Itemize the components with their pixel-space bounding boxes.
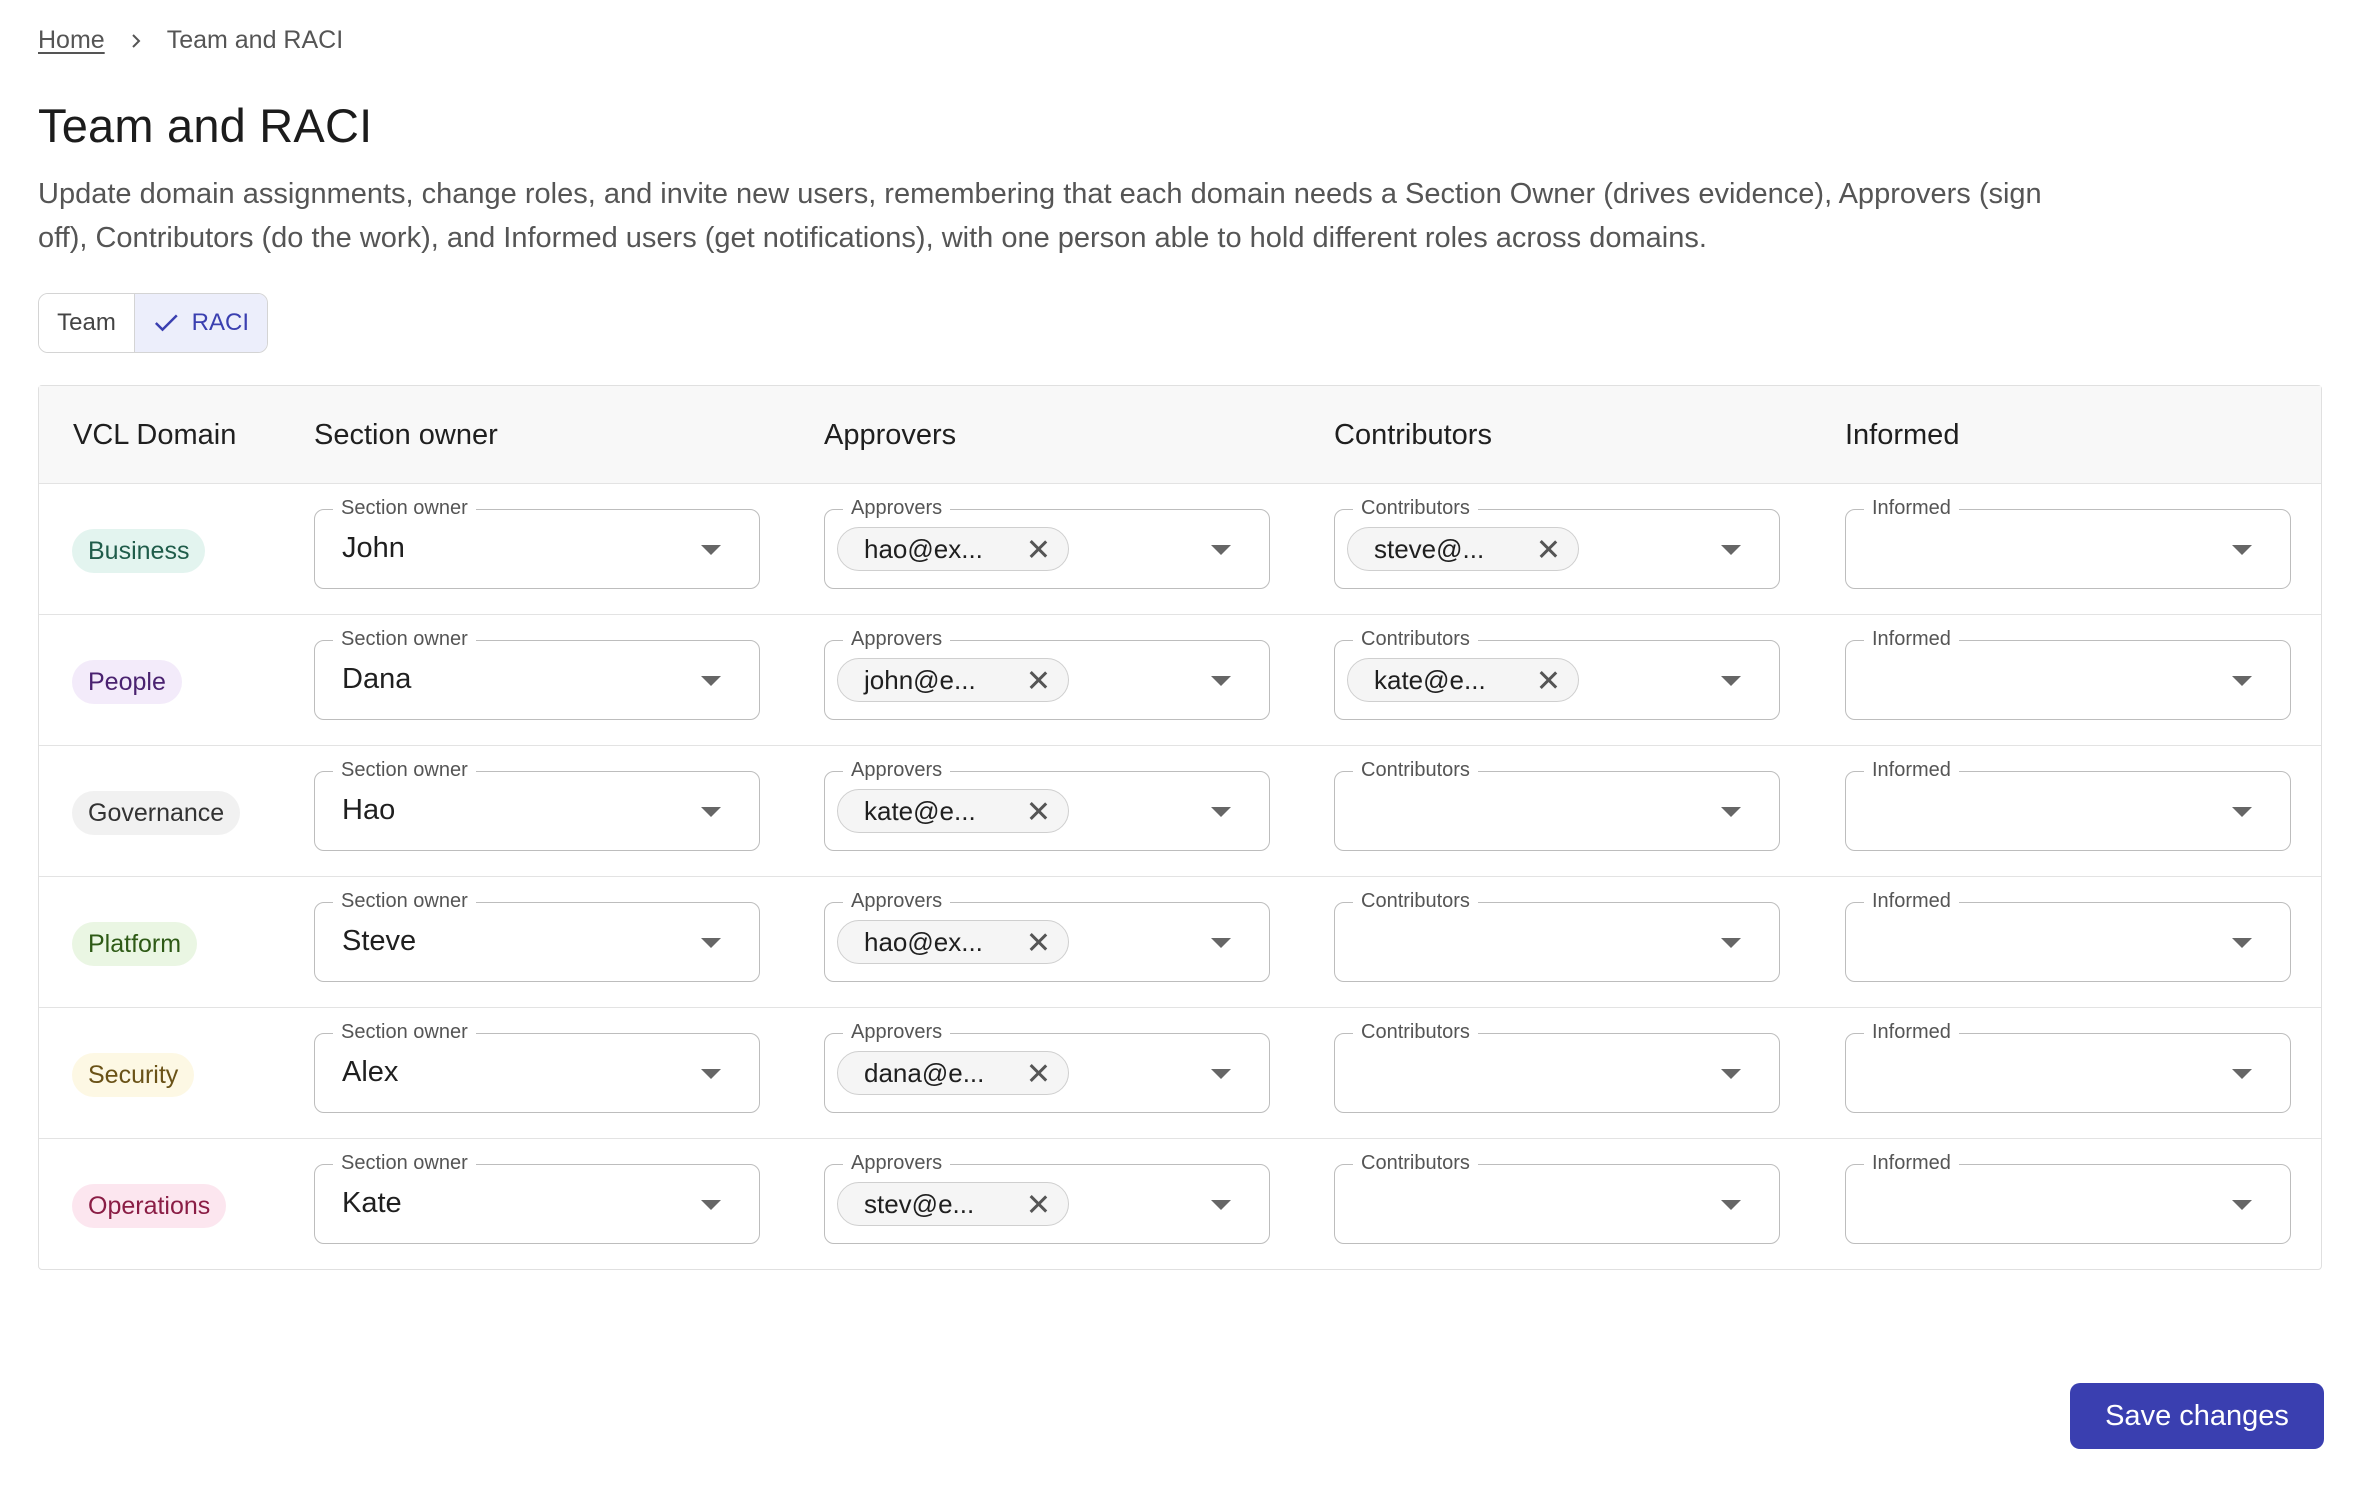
- informed-select[interactable]: [1845, 1152, 2291, 1244]
- dropdown-arrow-icon[interactable]: [701, 807, 721, 817]
- approvers-chip-label: kate@e...: [864, 795, 976, 826]
- table-row: [39, 746, 2321, 877]
- approvers-chip-label: stev@e...: [864, 1188, 975, 1219]
- approvers-chip: [837, 920, 1069, 964]
- dropdown-arrow-icon[interactable]: [1721, 807, 1741, 817]
- informed-select[interactable]: [1845, 1021, 2291, 1113]
- informed-field-label: Informed: [1864, 889, 1959, 913]
- owner-select[interactable]: [314, 890, 760, 982]
- dropdown-arrow-icon[interactable]: [1211, 1200, 1231, 1210]
- table-row: [39, 877, 2321, 1008]
- section-owner-value: Kate: [342, 1187, 402, 1219]
- approvers-chip-label: hao@ex...: [864, 926, 983, 957]
- breadcrumb-current: Team and RACI: [166, 26, 344, 54]
- approvers-chip: [837, 1051, 1069, 1095]
- contributors-field-label: Contributors: [1353, 627, 1478, 651]
- owner-select[interactable]: [314, 759, 760, 851]
- dropdown-arrow-icon[interactable]: [1211, 938, 1231, 948]
- informed-field-label: Informed: [1864, 1151, 1959, 1175]
- contributors-field-label: Contributors: [1353, 1151, 1478, 1175]
- section-owner-value: Alex: [342, 1056, 399, 1088]
- toggle-team-button[interactable]: [39, 294, 135, 352]
- section-owner-value: Dana: [342, 663, 412, 695]
- owner-field-label: Section owner: [333, 1151, 476, 1175]
- approvers-select[interactable]: [824, 628, 1270, 720]
- approvers-select[interactable]: [824, 1021, 1270, 1113]
- view-toggle: [38, 293, 268, 353]
- owner-select[interactable]: [314, 1152, 760, 1244]
- contributors-field-label: Contributors: [1353, 1020, 1478, 1044]
- approvers-select[interactable]: [824, 497, 1270, 589]
- dropdown-arrow-icon[interactable]: [701, 545, 721, 555]
- owner-field-label: Section owner: [333, 889, 476, 913]
- toggle-raci-label: RACI: [191, 309, 249, 336]
- dropdown-arrow-icon[interactable]: [2232, 676, 2252, 686]
- approvers-chip: [837, 789, 1069, 833]
- domain-chip: Business: [72, 529, 205, 573]
- table-row: [39, 1008, 2321, 1139]
- contributors-chip-label: steve@...: [1374, 533, 1485, 564]
- dropdown-arrow-icon[interactable]: [1721, 938, 1741, 948]
- approvers-field-label: Approvers: [843, 496, 950, 520]
- page-title: Team and RACI: [38, 99, 373, 152]
- toggle-raci-button[interactable]: [135, 294, 267, 352]
- contributors-select[interactable]: [1334, 1021, 1780, 1113]
- owner-select[interactable]: [314, 497, 760, 589]
- approvers-chip: [837, 527, 1069, 571]
- owner-select[interactable]: [314, 1021, 760, 1113]
- page-description: Update domain assignments, change roles, and invite new users, remembering that each domain needs a Section Owner (drives evidence), Approvers (sign off), Contributors (do the work), and Informed users (get notifications), with one person able to hold different roles across domains.: [38, 178, 2042, 254]
- close-icon[interactable]: [1028, 801, 1048, 821]
- contributors-select[interactable]: [1334, 759, 1780, 851]
- chevron-right-icon: [129, 34, 143, 48]
- informed-field-label: Informed: [1864, 758, 1959, 782]
- owner-field-label: Section owner: [333, 758, 476, 782]
- contributors-chip-label: kate@e...: [1374, 664, 1486, 695]
- approvers-field-label: Approvers: [843, 627, 950, 651]
- approvers-chip: [837, 658, 1069, 702]
- contributors-select[interactable]: [1334, 890, 1780, 982]
- domain-chip: Platform: [72, 922, 197, 966]
- section-owner-value: Hao: [342, 794, 396, 826]
- dropdown-arrow-icon[interactable]: [1211, 807, 1231, 817]
- dropdown-arrow-icon[interactable]: [2232, 1069, 2252, 1079]
- breadcrumb-home-link[interactable]: Home: [38, 26, 105, 54]
- informed-select[interactable]: [1845, 890, 2291, 982]
- dropdown-arrow-icon[interactable]: [2232, 938, 2252, 948]
- approvers-select[interactable]: [824, 759, 1270, 851]
- contributors-chip: [1347, 527, 1579, 571]
- owner-field-label: Section owner: [333, 1020, 476, 1044]
- header-contributors: Contributors: [1334, 418, 1492, 451]
- approvers-chip-label: hao@ex...: [864, 533, 983, 564]
- check-icon: [153, 312, 180, 334]
- approvers-chip-label: dana@e...: [864, 1057, 985, 1088]
- close-icon[interactable]: [1028, 932, 1048, 952]
- contributors-field-label: Contributors: [1353, 758, 1478, 782]
- table-header: [39, 386, 2321, 484]
- table-row: [39, 484, 2321, 615]
- dropdown-arrow-icon[interactable]: [1211, 676, 1231, 686]
- header-approvers: Approvers: [824, 418, 957, 451]
- dropdown-arrow-icon[interactable]: [1721, 1069, 1741, 1079]
- approvers-field-label: Approvers: [843, 1020, 950, 1044]
- approvers-select[interactable]: [824, 1152, 1270, 1244]
- dropdown-arrow-icon[interactable]: [2232, 807, 2252, 817]
- header-informed: Informed: [1845, 418, 1960, 451]
- header-section-owner: Section owner: [314, 418, 498, 451]
- domain-chip: Operations: [72, 1184, 226, 1228]
- close-icon[interactable]: [1028, 539, 1048, 559]
- table-row: [39, 615, 2321, 746]
- contributors-select[interactable]: [1334, 497, 1780, 589]
- approvers-select[interactable]: [824, 890, 1270, 982]
- approvers-chip-label: john@e...: [864, 664, 976, 695]
- dropdown-arrow-icon[interactable]: [1721, 676, 1741, 686]
- header-domain: VCL Domain: [73, 418, 237, 451]
- dropdown-arrow-icon[interactable]: [1721, 1200, 1741, 1210]
- breadcrumb: [38, 26, 343, 55]
- dropdown-arrow-icon[interactable]: [701, 938, 721, 948]
- dropdown-arrow-icon[interactable]: [2232, 545, 2252, 555]
- approvers-chip: [837, 1182, 1069, 1226]
- domain-chip: Security: [72, 1053, 194, 1097]
- section-owner-value: John: [342, 532, 405, 564]
- close-icon[interactable]: [1538, 539, 1558, 559]
- contributors-select[interactable]: [1334, 1152, 1780, 1244]
- informed-select[interactable]: [1845, 759, 2291, 851]
- contributors-select[interactable]: [1334, 628, 1780, 720]
- close-icon[interactable]: [1028, 670, 1048, 690]
- informed-select[interactable]: [1845, 628, 2291, 720]
- dropdown-arrow-icon[interactable]: [1211, 545, 1231, 555]
- domain-chip: Governance: [72, 791, 240, 835]
- informed-field-label: Informed: [1864, 1020, 1959, 1044]
- owner-field-label: Section owner: [333, 627, 476, 651]
- dropdown-arrow-icon[interactable]: [701, 1200, 721, 1210]
- approvers-field-label: Approvers: [843, 1151, 950, 1175]
- dropdown-arrow-icon[interactable]: [701, 1069, 721, 1079]
- dropdown-arrow-icon[interactable]: [2232, 1200, 2252, 1210]
- owner-field-label: Section owner: [333, 496, 476, 520]
- informed-select[interactable]: [1845, 497, 2291, 589]
- raci-table: [38, 385, 2322, 1270]
- approvers-field-label: Approvers: [843, 889, 950, 913]
- owner-select[interactable]: [314, 628, 760, 720]
- dropdown-arrow-icon[interactable]: [1721, 545, 1741, 555]
- toggle-team-label: Team: [57, 309, 116, 336]
- domain-chip: People: [72, 660, 182, 704]
- contributors-field-label: Contributors: [1353, 496, 1478, 520]
- dropdown-arrow-icon[interactable]: [1211, 1069, 1231, 1079]
- close-icon[interactable]: [1028, 1063, 1048, 1083]
- contributors-chip: [1347, 658, 1579, 702]
- informed-field-label: Informed: [1864, 627, 1959, 651]
- close-icon[interactable]: [1028, 1194, 1048, 1214]
- close-icon[interactable]: [1538, 670, 1558, 690]
- save-changes-button[interactable]: Save changes: [2070, 1383, 2324, 1449]
- approvers-field-label: Approvers: [843, 758, 950, 782]
- contributors-field-label: Contributors: [1353, 889, 1478, 913]
- informed-field-label: Informed: [1864, 496, 1959, 520]
- dropdown-arrow-icon[interactable]: [701, 676, 721, 686]
- section-owner-value: Steve: [342, 925, 417, 957]
- table-row: [39, 1139, 2321, 1270]
